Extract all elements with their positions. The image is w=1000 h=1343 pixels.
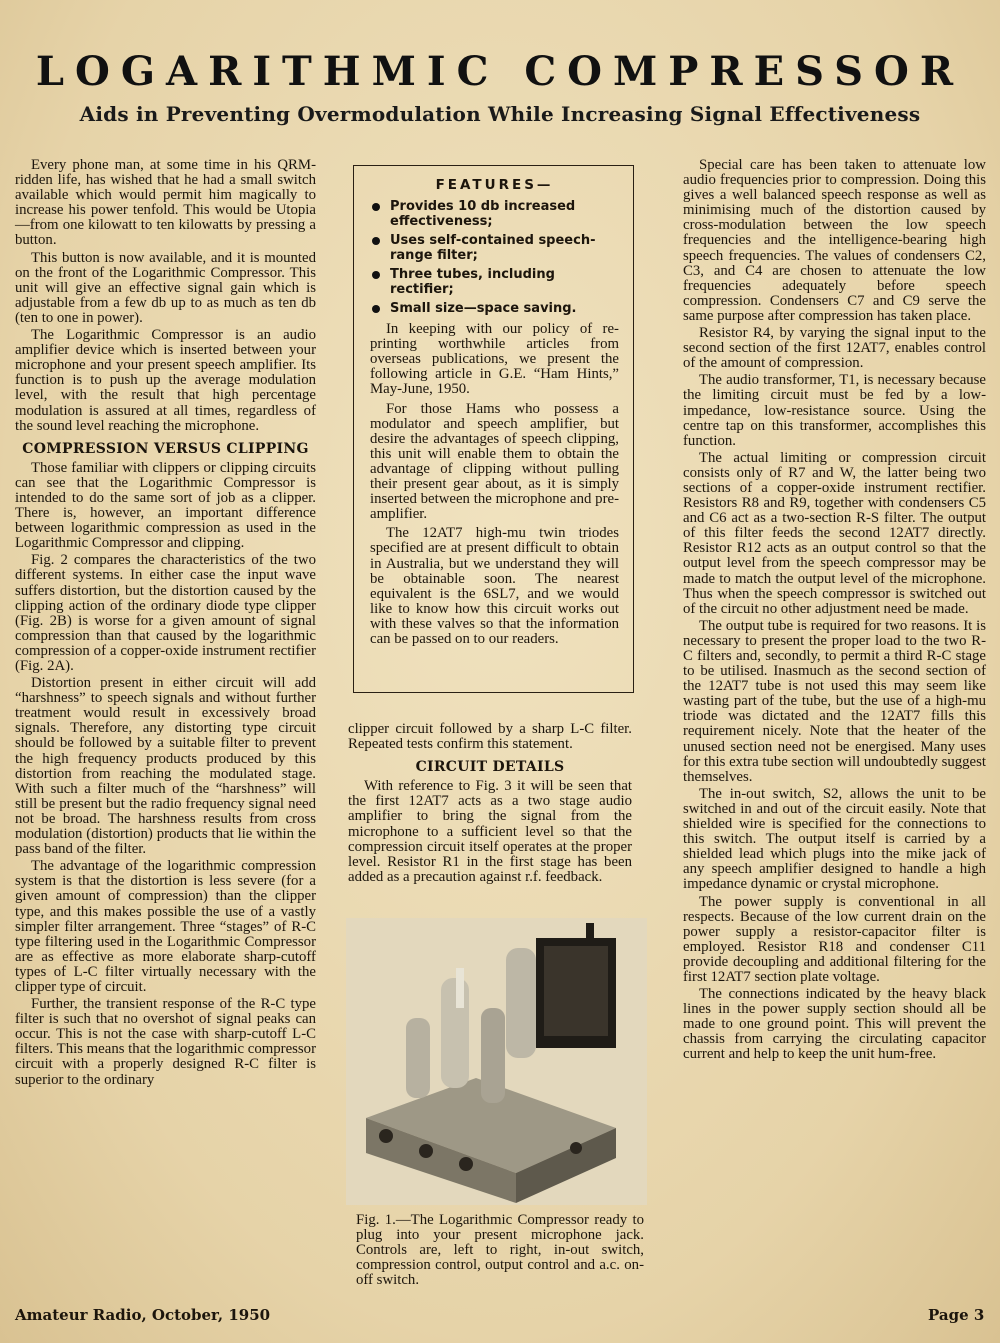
paragraph: In keeping with our policy of re-printing worthwhile articles from overseas publications, we present the following article in G.E. “Ham Hints,” May-June, 1950. xyxy=(370,321,619,398)
column-middle xyxy=(348,722,632,887)
figure-caption: Fig. 1.—The Logarithmic Compressor ready to plug into your present microphone jack. Controls are, left to right, in-out switch, compression control, output control and a.c. on-off switch. xyxy=(356,1212,644,1289)
paragraph: The output tube is required for two reasons. It is necessary to present the proper load to the two R-C filters and, secondly, to permit a third R-C stage to be utilised. Inasmuch as the second section of the 12AT7 tube is not used this may seem like wasting part of the tube, but the use of a high-mu triode was dictated and the 12AT7 fills this requirement nicely. Note that the heater of the unused section need not be energised. Many uses for this extra tube section will undoubtedly suggest themselves. xyxy=(683,617,986,785)
paragraph: The power supply is conventional in all respects. Because of the low current drain on the power supply a resistor-capacitor filter is employed. Resistor R18 and condenser C11 provide decoupling and additional filtering for the first 12AT7 section plate voltage. xyxy=(683,893,986,985)
paragraph: Resistor R4, by varying the signal input to the second section of the first 12AT7, enables control of the amount of compression. xyxy=(683,325,986,372)
paragraph: Every phone man, at some time in his QRM-ridden life, has wished that he had a small switch available which would permit him magically to increase his power tenfold. This would be Utopia—from one kilowatt to ten kilowatts by pressing a button. xyxy=(15,157,316,249)
page-number: Page 3 xyxy=(928,1306,985,1324)
paragraph: Fig. 2 compares the characteristics of the two different systems. In either case the input wave suffers distortion, but the distortion caused by the clipping action of the ordinary diode type clipper (Fig. 2B) is worse for a given amount of signal compression than that caused by the logarithmic compression of a copper-oxide instrument rectifier (Fig. 2A). xyxy=(15,552,316,674)
paragraph: With reference to Fig. 3 it will be seen that the first 12AT7 acts as a two stage audio amplifier to bring the signal from the microphone to a sufficient level so that the compression circuit itself operates at the proper level. Resistor R1 in the first stage has been added as a precaution against r.f. feedback. xyxy=(348,778,632,885)
paragraph: The actual limiting or compression circuit consists only of R7 and W, the latter being two sections of a copper-oxide instrument rectifier. Resistors R8 and R9, together with condensers C5 and C6 act as a two-section R-S filter. The output of this filter feeds the second 12AT7 directly. Resistor R12 acts as an output control so that the output level from the speech compressor may be made to match the output level of the microphone. Thus when the speech compressor is switched out of the circuit no other adjustment need be made. xyxy=(683,449,986,617)
paragraph: The Logarithmic Compressor is an audio amplifier device which is inserted between your microphone and your present speech amplifier. Its function is to push up the average modulation level, with the result that high percentage modulation is assured at all times, regardless of the sound level reaching the microphone. xyxy=(15,327,316,434)
paragraph: Further, the transient response of the R-C type filter is such that no overshot of signal peaks can occur. This is not the case with sharp-cutoff L-C filters. This means that the logarithmic compressor circuit with a properly designed R-C filter is superior to the ordinary xyxy=(15,996,316,1088)
compressor-photo xyxy=(346,918,647,1205)
column-left xyxy=(15,158,316,1090)
features-heading: FEATURES— xyxy=(435,177,554,193)
bullet-icon xyxy=(372,203,380,211)
paragraph: Distortion present in either circuit will add “harshness” to speech signals and without further treatment would result in excessively broad signals. Therefore, any distorting type circuit should be followed by a suitable filter to prevent the high frequency products produced by this distortion from reaching the modulated stage. With such a filter much of the “harshness” will still be present but the radio frequency signal need not be broad. The harshness results from cross modulation (distortion) products that lie within the pass band of the filter. xyxy=(15,675,316,858)
feature-item: Small size—space saving. xyxy=(370,301,619,316)
paragraph: Those familiar with clippers or clipping circuits can see that the Logarithmic Compressor is intended to do the same sort of job as a clipper. There is, however, an important difference between logarithmic compression as used in the Logarithmic Compressor and clipping. xyxy=(15,459,316,552)
bullet-icon xyxy=(372,237,380,245)
bullet-icon xyxy=(372,271,380,279)
paragraph: This button is now available, and it is mounted on the front of the Logarithmic Compressor. This unit will give an effective signal gain which is adjustable from a few db up to as much as ten db (ten to one in power). xyxy=(15,249,316,326)
section-heading: CIRCUIT DETAILS xyxy=(415,759,565,776)
paragraph: The audio transformer, T1, is necessary because the limiting circuit must be fed by a low-impedance, low-resistance source. Using the centre tap on this transformer, accomplishes this function. xyxy=(683,372,986,449)
paragraph: The in-out switch, S2, allows the unit to be switched in and out of the circuit easily. Note that shielded wire is specified for the connections to this switch. The output itself is carried by a shielded lead which plugs into the mike jack of any speech amplifier designed to handle a high impedance dynamic or crystal microphone. xyxy=(683,785,986,893)
column-right xyxy=(683,158,986,1065)
feature-item: Provides 10 db increased effectiveness; xyxy=(370,199,619,229)
article-title: LOGARITHMIC COMPRESSOR xyxy=(35,48,965,95)
paragraph: The advantage of the logarithmic compression system is that the distortion is less severe (for a given amount of compression) than the clipper type, and this makes possible the use of a vastly simpler filter arrangement. Three “stages” of R-C type filtering used in the Logarithmic Compressor are as effective as more elaborate sharp-cutoff types of L-C filter virtually necessary with the clipper type of circuit. xyxy=(15,858,316,995)
paragraph: Special care has been taken to attenuate low audio frequencies prior to compression. Doing this gives a well balanced speech response as well as minimising much of the distortion caused by cross-modulation between the low speech frequencies and the intelligence-bearing high speech frequencies. The values of condensers C2, C3, and C4 are chosen to attenuate the low frequencies adequately before speech compression. Condensers C7 and C9 serve the same purpose after compression has taken place. xyxy=(683,157,986,324)
paragraph: The connections indicated by the heavy black lines in the power supply section should all be made to one ground point. This will prevent the chassis from carrying the circulating capacitor current and help to keep the unit hum-free. xyxy=(683,986,986,1063)
feature-item: Three tubes, including rectifier; xyxy=(370,267,619,297)
features-list xyxy=(370,199,619,316)
paragraph: For those Hams who possess a modulator and speech amplifier, but desire the advantages of speech clipping, this unit will enable them to obtain the advantage of clipping without pulling their present gear about, as it is simply inserted between the microphone and pre-amplifier. xyxy=(370,400,619,523)
bullet-icon xyxy=(372,305,380,313)
paragraph: clipper circuit followed by a sharp L-C filter. Repeated tests confirm this statement. xyxy=(348,721,632,753)
footer-publication: Amateur Radio, October, 1950 xyxy=(15,1306,271,1324)
feature-item: Uses self-contained speech-range filter; xyxy=(370,233,619,263)
section-heading: COMPRESSION VERSUS CLIPPING xyxy=(22,440,309,457)
article-subtitle: Aids in Preventing Overmodulation While Increasing Signal Effectiveness xyxy=(79,102,921,126)
features-box xyxy=(353,165,634,693)
paragraph: The 12AT7 high-mu twin triodes specified are at present difficult to obtain in Australia, but we understand they will be obtainable soon. The nearest equivalent is the 6SL7, and we would like to know how this circuit works out with these valves so that the information can be passed on to our readers. xyxy=(370,525,619,647)
